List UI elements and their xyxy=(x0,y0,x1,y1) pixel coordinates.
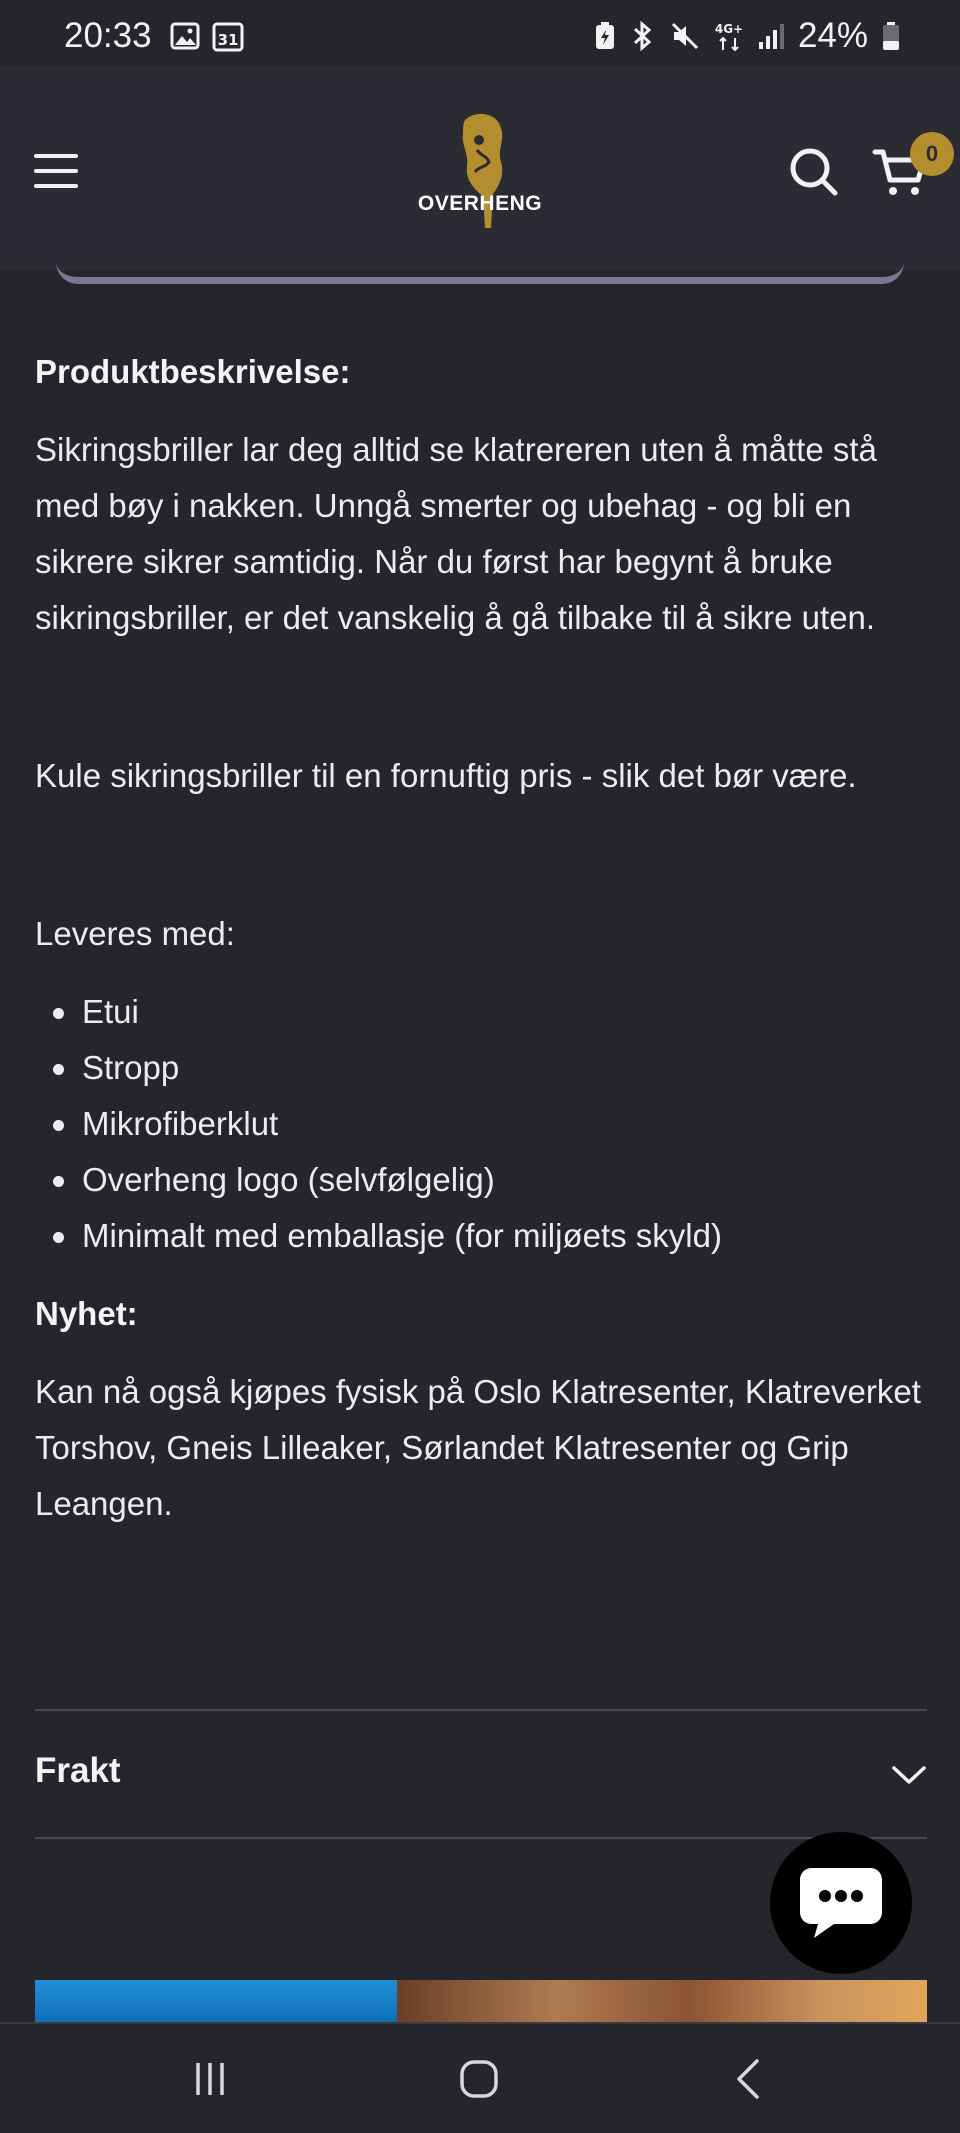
status-notification-icons xyxy=(170,22,244,52)
recent-apps-icon xyxy=(190,2059,230,2099)
recent-apps-button[interactable] xyxy=(180,2054,240,2104)
status-bar xyxy=(0,0,960,66)
list-item: Minimalt med emballasje (for miljøets skyld) xyxy=(35,1208,927,1264)
included-label: Leveres med: xyxy=(35,915,235,952)
network-icon xyxy=(714,20,744,52)
included-list xyxy=(35,984,927,1264)
chat-bubble-icon xyxy=(798,1864,884,1942)
news-text: Kan nå også kjøpes fysisk på Oslo Klatresenter, Klatreverket Torshov, Gneis Lilleaker, Sørlandet Klatresenter og Grip Leangen. xyxy=(35,1373,921,1522)
accordion-title: Frakt xyxy=(35,1751,121,1790)
list-item: Mikrofiberklut xyxy=(35,1096,927,1152)
back-icon xyxy=(729,2057,769,2101)
status-time: 20:33 xyxy=(64,16,152,55)
news-heading: Nyhet: xyxy=(35,1295,138,1332)
logo-text: OVERHENG xyxy=(417,192,543,215)
calendar-day: 31 xyxy=(217,31,239,49)
description-heading: Produktbeskrivelse: xyxy=(35,353,351,390)
site-logo[interactable] xyxy=(405,110,555,230)
shipping-accordion[interactable] xyxy=(35,1709,927,1839)
back-button[interactable] xyxy=(719,2054,779,2104)
chevron-down-icon[interactable] xyxy=(891,1763,927,1787)
description-paragraph-price: Kule sikringsbriller til en fornuftig pris - slik det bør være. xyxy=(35,757,857,794)
image-sky-region xyxy=(35,1980,397,2024)
battery-saver-icon xyxy=(594,21,616,51)
image-icon xyxy=(170,22,200,50)
description-paragraph: Sikringsbriller lar deg alltid se klatrereren uten å måtte stå med bøy i nakken. Unngå smerter og ubehag - og bli en sikrere sikrer samtidig. Når du først har begynt å bruke sikringsbriller, er det vanskelig å gå tilbake til å sikre uten. xyxy=(35,431,877,636)
bluetooth-icon xyxy=(630,20,656,52)
product-description xyxy=(35,344,927,1532)
status-system-icons xyxy=(594,16,900,56)
home-icon xyxy=(458,2058,500,2100)
cart-count-badge[interactable]: 0 xyxy=(910,132,954,176)
menu-icon[interactable] xyxy=(34,154,78,188)
site-header xyxy=(0,66,960,270)
image-rock-region xyxy=(397,1980,927,2024)
chat-button[interactable] xyxy=(770,1832,912,1974)
list-item: Stropp xyxy=(35,1040,927,1096)
battery-percentage: 24% xyxy=(797,16,868,55)
home-button[interactable] xyxy=(449,2054,509,2104)
network-type: 4G+ xyxy=(714,22,744,36)
system-navigation-bar xyxy=(0,2022,960,2133)
mute-icon xyxy=(670,21,700,51)
signal-icon xyxy=(758,22,784,50)
calendar-icon xyxy=(212,22,244,52)
product-image-preview[interactable] xyxy=(35,1980,927,2024)
search-icon[interactable] xyxy=(788,146,840,198)
list-item: Overheng logo (selvfølgelig) xyxy=(35,1152,927,1208)
list-item: Etui xyxy=(35,984,927,1040)
battery-icon xyxy=(882,21,900,51)
section-divider xyxy=(56,262,904,284)
